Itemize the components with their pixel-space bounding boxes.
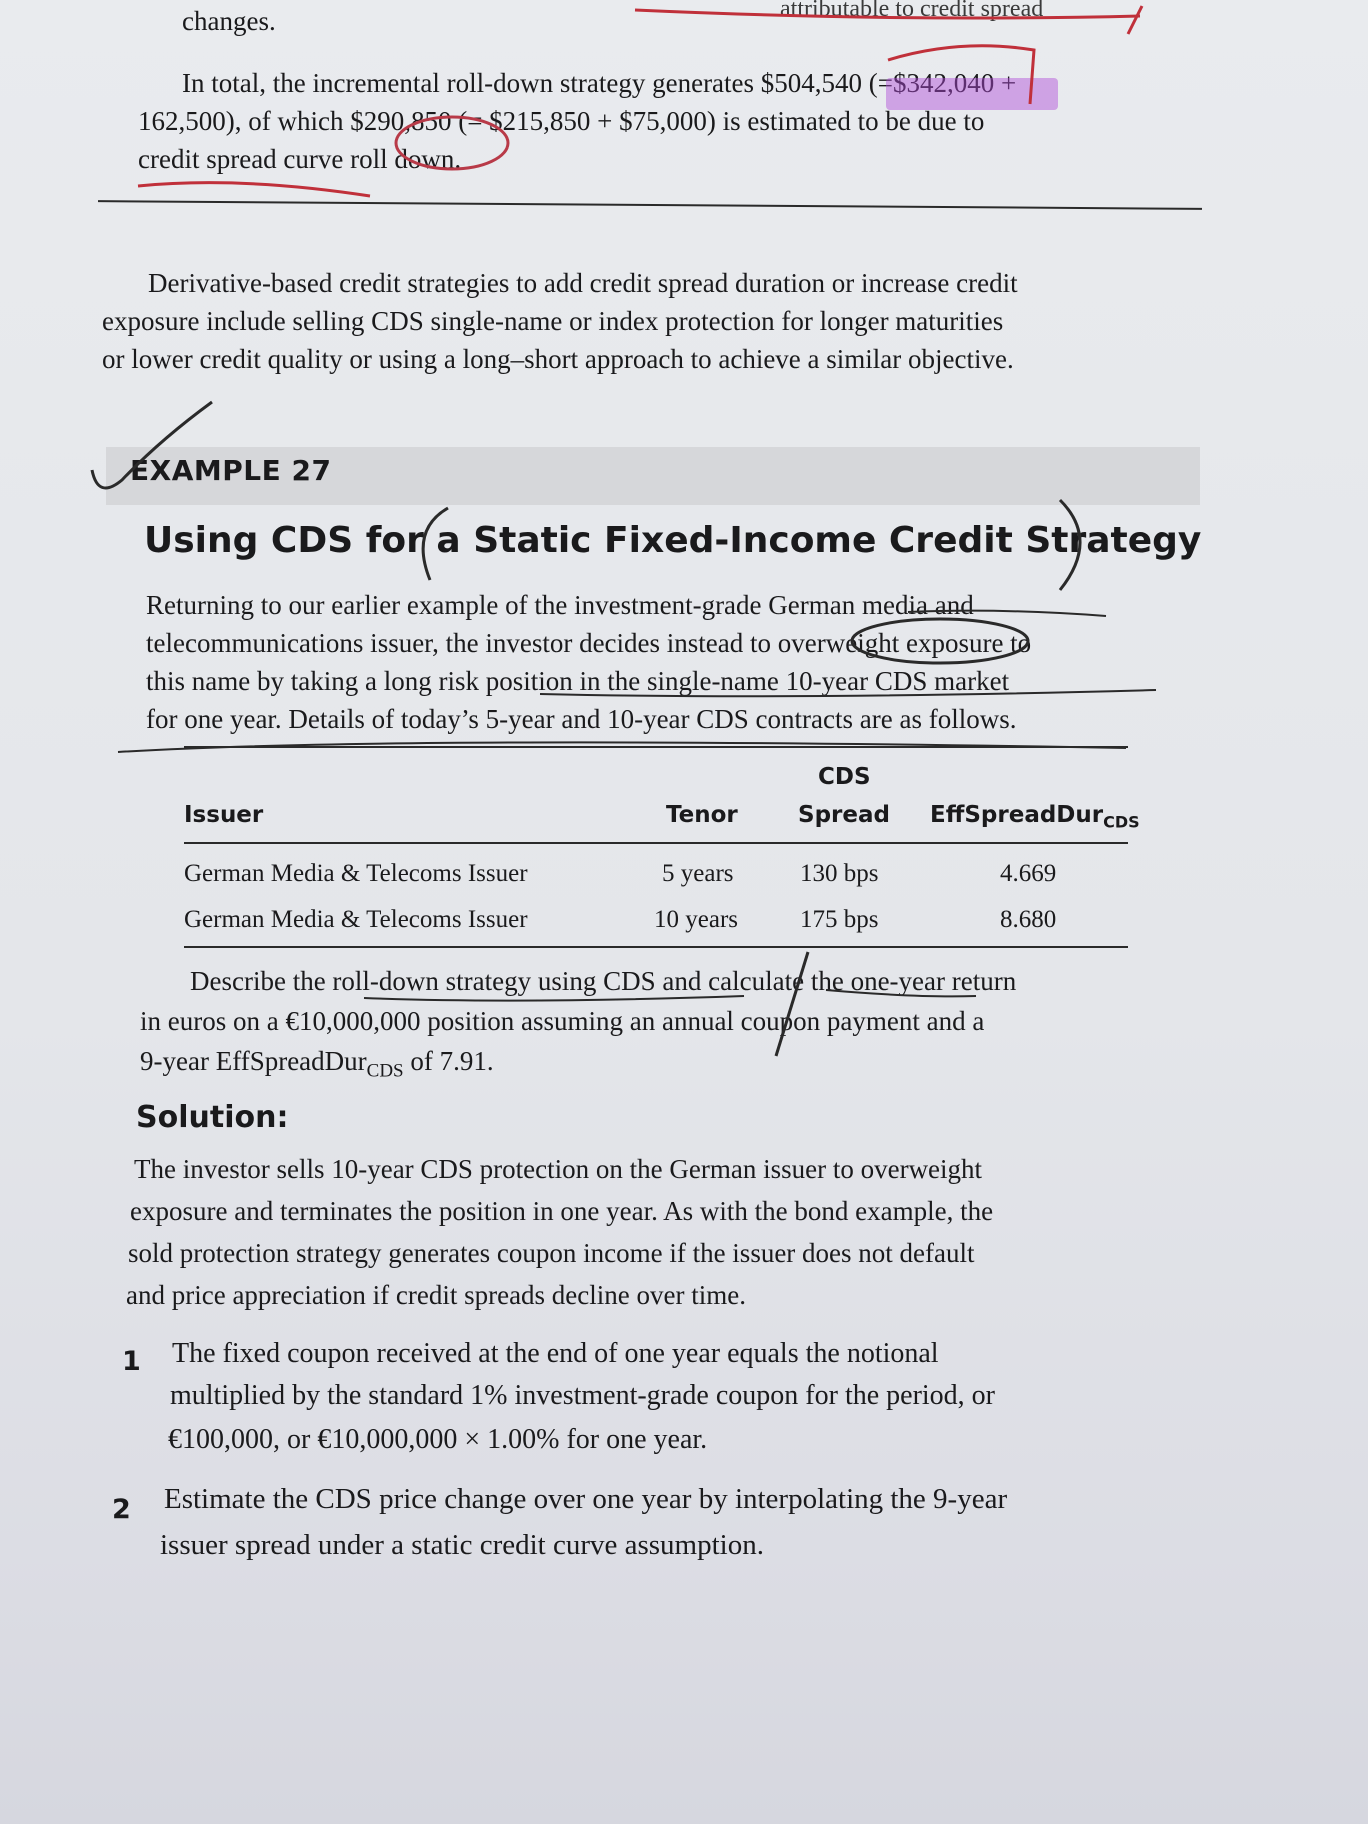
solution-line: and price appreciation if credit spreads decline over time. bbox=[126, 1280, 746, 1310]
cell-tenor: 5 years bbox=[662, 860, 734, 887]
table-top-rule bbox=[184, 746, 1128, 748]
section-rule bbox=[98, 200, 1202, 210]
intro-line: telecommunications issuer, the investor decides instead to overweight exposure to bbox=[146, 628, 1032, 658]
question-pre: 9-year EffSpreadDur bbox=[140, 1046, 367, 1076]
table-header-rule bbox=[184, 842, 1128, 844]
solution-line: sold protection strategy generates coupon income if the issuer does not default bbox=[128, 1238, 975, 1268]
intro-line: Returning to our earlier example of the investment-grade German media and bbox=[146, 590, 974, 620]
table-bottom-rule bbox=[184, 946, 1128, 948]
summary-line: credit spread curve roll down. bbox=[138, 144, 462, 174]
header-cds: CDS bbox=[818, 764, 871, 790]
solution-label: Solution: bbox=[136, 1100, 289, 1135]
cell-tenor: 10 years bbox=[654, 906, 738, 933]
derivative-line: Derivative-based credit strategies to add credit spread duration or increase credit bbox=[148, 268, 1018, 298]
step-line: multiplied by the standard 1% investment-grade coupon for the period, or bbox=[170, 1380, 996, 1411]
question-post: of 7.91. bbox=[403, 1046, 494, 1076]
intro-line: for one year. Details of today’s 5-year and 10-year CDS contracts are as follows. bbox=[146, 704, 1017, 734]
top-fragment-right: attributable to credit spread bbox=[780, 0, 1044, 22]
question-sub: CDS bbox=[366, 1060, 404, 1082]
header-tenor: Tenor bbox=[666, 802, 738, 828]
step-line: €100,000, or €10,000,000 × 1.00% for one year. bbox=[168, 1424, 708, 1455]
step-number: 2 bbox=[112, 1494, 131, 1525]
header-effspreaddur-sub: CDS bbox=[1103, 812, 1140, 832]
solution-line: The investor sells 10-year CDS protection on the German issuer to overweight bbox=[134, 1154, 983, 1184]
example-label: EXAMPLE 27 bbox=[130, 454, 332, 487]
question-line: Describe the roll-down strategy using CDS and calculate the one-year return bbox=[190, 966, 1017, 996]
example-title: Using CDS for a Static Fixed-Income Credit Strategy bbox=[144, 520, 1202, 561]
derivative-line: exposure include selling CDS single-name or index protection for longer maturities bbox=[102, 306, 1004, 336]
cell-spread: 175 bps bbox=[800, 906, 879, 933]
cell-dur: 4.669 bbox=[1000, 860, 1057, 887]
solution-line: exposure and terminates the position in one year. As with the bond example, the bbox=[130, 1196, 994, 1226]
question-line-last bbox=[140, 1042, 494, 1090]
step-line: Estimate the CDS price change over one year by interpolating the 9-year bbox=[164, 1483, 1008, 1515]
step-number: 1 bbox=[122, 1346, 141, 1377]
cell-dur: 8.680 bbox=[1000, 906, 1057, 933]
step-line: The fixed coupon received at the end of one year equals the notional bbox=[172, 1338, 939, 1369]
cell-issuer: German Media & Telecoms Issuer bbox=[184, 860, 528, 887]
top-fragment-left: changes. bbox=[182, 6, 276, 36]
intro-line: this name by taking a long risk position in the single-name 10-year CDS market bbox=[146, 666, 1010, 696]
header-effspreaddur bbox=[930, 802, 1140, 832]
summary-line: 162,500), of which $290,850 (= $215,850 + $75,000) is estimated to be due to bbox=[138, 106, 985, 136]
summary-line: In total, the incremental roll-down strategy generates $504,540 (=$342,040 + bbox=[182, 68, 1017, 98]
question-line: in euros on a €10,000,000 position assuming an annual coupon payment and a bbox=[140, 1006, 985, 1036]
header-issuer: Issuer bbox=[184, 802, 264, 828]
header-spread: Spread bbox=[798, 802, 890, 828]
cell-spread: 130 bps bbox=[800, 860, 879, 887]
step-line: issuer spread under a static credit curve assumption. bbox=[160, 1529, 764, 1561]
header-effspreaddur-text: EffSpreadDur bbox=[930, 802, 1104, 828]
cell-issuer: German Media & Telecoms Issuer bbox=[184, 906, 528, 933]
derivative-line: or lower credit quality or using a long–short approach to achieve a similar objective. bbox=[102, 344, 1014, 374]
